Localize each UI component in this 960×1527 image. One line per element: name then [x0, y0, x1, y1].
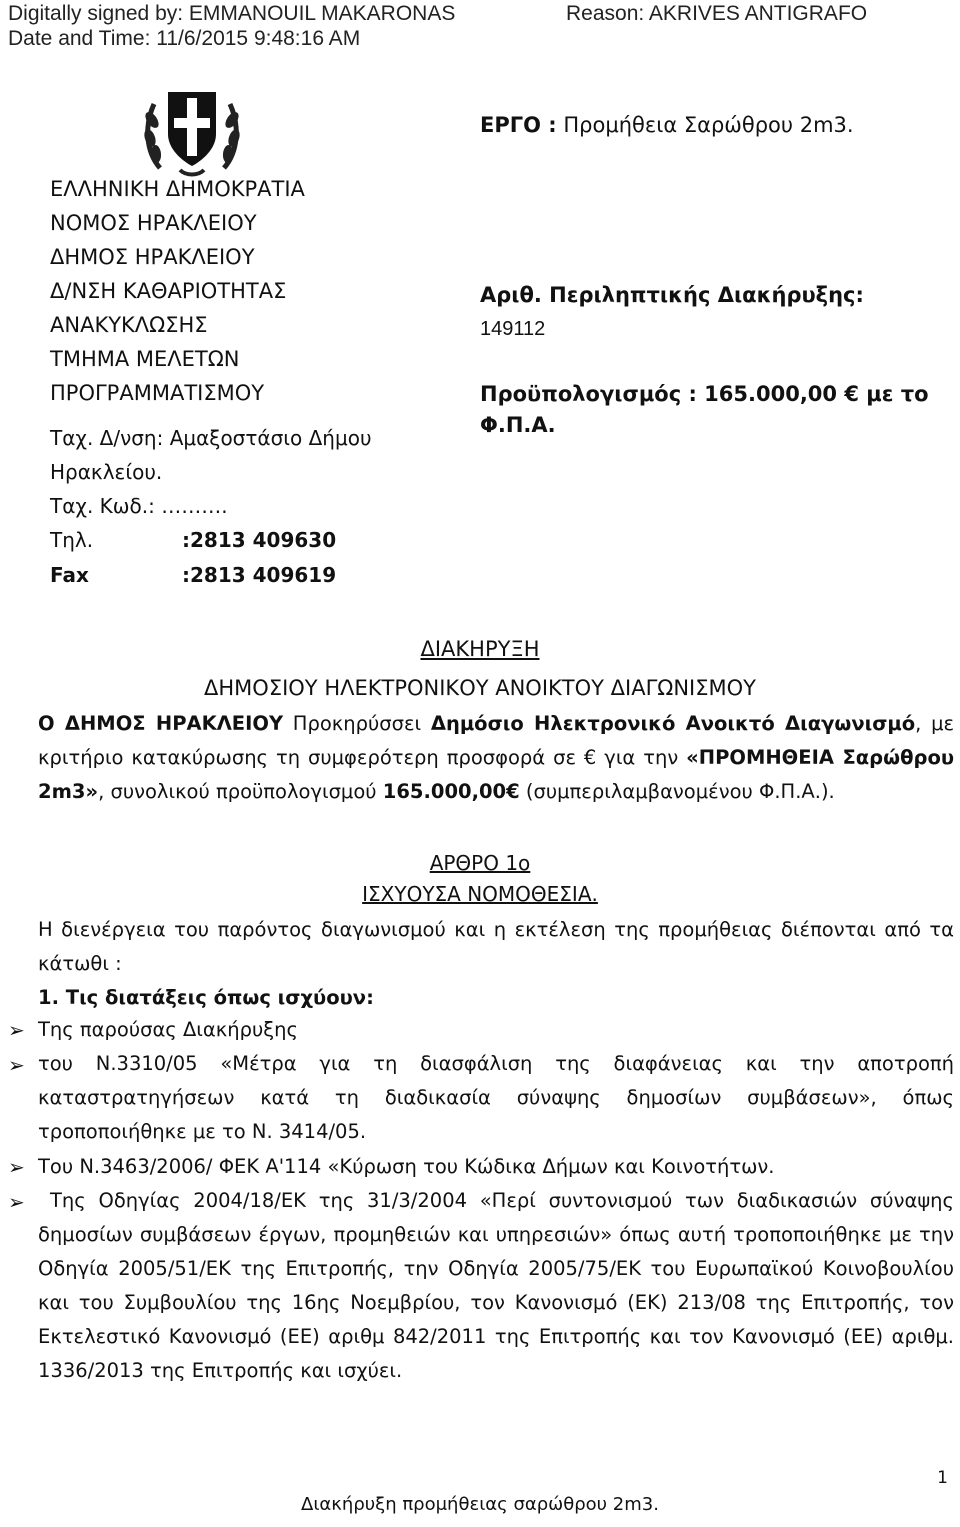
- footer-caption: Διακήρυξη προμήθειας σαρώθρου 2m3.: [301, 1494, 659, 1515]
- fax-number: :2813 409619: [182, 563, 337, 587]
- intro-paragraph: [38, 707, 954, 809]
- notice-label: Αριθ. Περιληπτικής Διακήρυξης:: [480, 283, 864, 307]
- budget-line: [480, 384, 929, 405]
- project-line: [480, 115, 854, 136]
- article-subheading: ΙΣΧΥΟΥΣΑ ΝΟΜΟΘΕΣΙΑ.: [362, 882, 598, 906]
- project-label: ΕΡΓΟ :: [480, 113, 557, 137]
- notice-number: 149112: [480, 318, 546, 340]
- point-1-heading: 1. Τις διατάξεις όπως ισχύουν:: [38, 986, 374, 1009]
- document-subtitle: ΔΗΜΟΣΙΟΥ ΗΛΕΚΤΡΟΝΙΚΟΥ ΑΝΟΙΚΤΟΥ ΔΙΑΓΩΝΙΣΜΟΥ: [204, 676, 756, 700]
- intro-tender-title: «ΠΡΟΜΗΘΕΙΑ Σαρώθρου 2m3»: [38, 746, 955, 803]
- fax-label: Fax: [50, 563, 89, 587]
- intro-text-1: Προκηρύσσει: [292, 712, 422, 735]
- intro-text-4: (συμπεριλαμβανομένου Φ.Π.Α.).: [525, 780, 835, 803]
- header-left-line-7: ΠΡΟΓΡΑΜΜΑΤΙΣΜΟΥ: [50, 381, 265, 405]
- page-number: 1: [937, 1468, 948, 1488]
- bullet-3: Του Ν.3463/2006/ ΦΕΚ Α'114 «Κύρωση του Κώδικα Δήμων και Κοινοτήτων.: [38, 1155, 775, 1178]
- intro-text-2: , με κριτήριο κατακύρωσης τη συμφερότερη προσφορά σε € για την: [38, 712, 955, 769]
- phone-label: Τηλ.: [50, 528, 94, 552]
- budget-value: 165.000,00 € με το: [704, 382, 929, 406]
- bullet-1: Της παρούσας Διακήρυξης: [38, 1018, 298, 1041]
- header-left-line-5: ΑΝΑΚΥΚΛΩΣΗΣ: [50, 313, 208, 337]
- project-title: Προμήθεια Σαρώθρου 2m3.: [563, 113, 854, 137]
- intro-text-3: , συνολικού προϋπολογισμού: [98, 780, 377, 803]
- article-heading: ΑΡΘΡΟ 1ο: [429, 851, 531, 875]
- arrow-bullet-icon: ➢: [8, 1190, 25, 1214]
- intro-issuer: Ο ΔΗΜΟΣ ΗΡΑΚΛΕΙΟΥ: [38, 712, 284, 735]
- address-line-2: Ηρακλείου.: [50, 460, 163, 484]
- bullet-2: του Ν.3310/05 «Μέτρα για τη διασφάλιση της διαφάνειας και την αποτροπή καταστρατηγήσεων κατά τη διαδικασία σύναψης δημοσίων συμβάσεων», όπως τροποποιήθηκε με το Ν. 3414/05.: [38, 1052, 954, 1143]
- header-left-line-6: ΤΜΗΜΑ ΜΕΛΕΤΩΝ: [50, 347, 240, 371]
- intro-budget: 165.000,00€: [382, 780, 520, 803]
- article-intro: Η διενέργεια του παρόντος διαγωνισμού και η εκτέλεση της προμήθειας διέπονται από τα κάτωθι :: [38, 918, 954, 975]
- arrow-bullet-icon: ➢: [8, 1155, 25, 1179]
- address-line-1: Ταχ. Δ/νση: Αμαξοστάσιο Δήμου: [50, 426, 372, 450]
- budget-tail: Φ.Π.Α.: [480, 413, 556, 437]
- header-left-line-2: ΝΟΜΟΣ ΗΡΑΚΛΕΙΟΥ: [50, 211, 257, 235]
- signature-signer: Digitally signed by: EMMANOUIL MAKARONAS: [8, 2, 456, 25]
- document-title: ΔΙΑΚΗΡΥΞΗ: [420, 637, 540, 661]
- header-left-line-3: ΔΗΜΟΣ ΗΡΑΚΛΕΙΟΥ: [50, 245, 255, 269]
- header-left-line-1: ΕΛΛΗΝΙΚΗ ΔΗΜΟΚΡΑΤΙΑ: [50, 177, 305, 201]
- header-left-line-4: Δ/ΝΣΗ ΚΑΘΑΡΙΟΤΗΤΑΣ: [50, 279, 287, 303]
- budget-label: Προϋπολογισμός :: [480, 382, 697, 406]
- signature-datetime: Date and Time: 11/6/2015 9:48:16 AM: [8, 27, 361, 50]
- arrow-bullet-icon: ➢: [8, 1053, 25, 1077]
- greek-emblem-icon: [140, 78, 244, 182]
- postal-code: Ταχ. Κωδ.: ……….: [50, 494, 228, 518]
- signature-reason: Reason: AKRIVES ANTIGRAFO: [566, 2, 868, 25]
- intro-tender-type: Δημόσιο Ηλεκτρονικό Ανοικτό Διαγωνισμό: [430, 712, 916, 735]
- phone-number: :2813 409630: [182, 528, 337, 552]
- bullet-4: Της Οδηγίας 2004/18/ΕΚ της 31/3/2004 «Περί συντονισμού των διαδικασιών σύναψης δημοσίων συμβάσεων έργων, προμηθειών και υπηρεσιών» όπως αυτή τροποποιήθηκε με την Οδηγία 2005/51/ΕΚ της Επιτροπής, την Οδηγία 2005/75/ΕΚ του Ευρωπαϊκού Κοινοβουλίου και του Συμβουλίου της 16ης Νοεμβρίου, τον Κανονισμό (ΕΚ) 213/08 της Επιτροπής, τον Εκτελεστικό Κανονισμό (ΕΕ) αριθμ 842/2011 της Επιτροπής και τον Κανονισμό (ΕΕ) αριθμ. 1336/2013 της Επιτροπής και ισχύει.: [38, 1189, 954, 1382]
- arrow-bullet-icon: ➢: [8, 1018, 25, 1042]
